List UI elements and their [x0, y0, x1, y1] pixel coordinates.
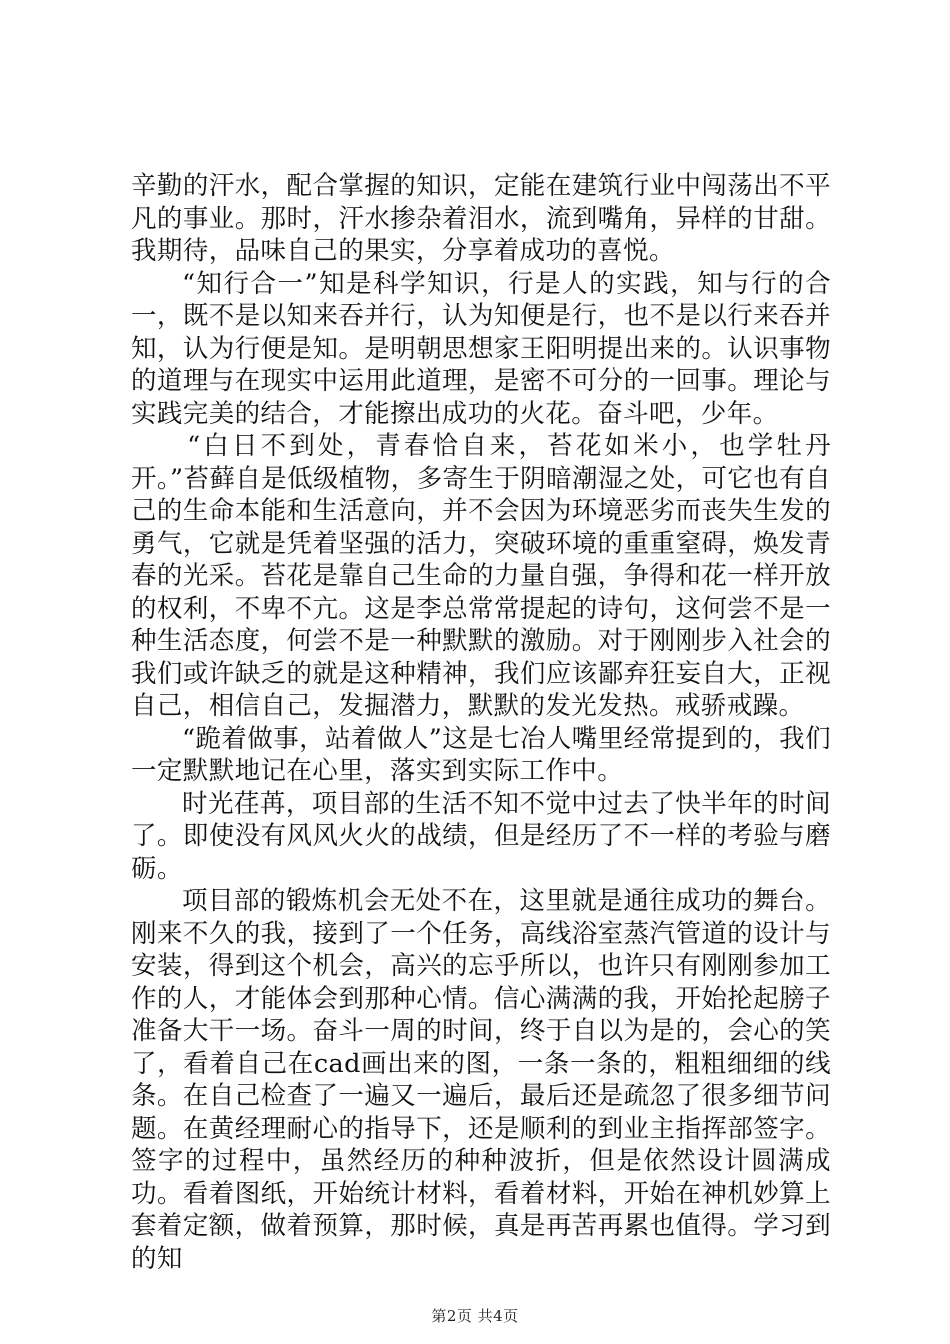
paragraph-2: “知行合一”知是科学知识，行是人的实践，知与行的合一，既不是以知来吞并行，认为知便是行，也不是以行来吞并知，认为行便是知。是明朝思想家王阳明提出来的。认识事物的道理与在现实中运用此道理，是密不可分的一回事。理论与实践完美的结合，才能擦出成功的火花。奋斗吧，少年。 — [131, 268, 831, 429]
document-body — [131, 170, 831, 1275]
page-footer: 第2页 共4页 — [431, 1307, 519, 1325]
paragraph-3: “白日不到处，青春恰自来，苔花如米小，也学牡丹开。”苔藓自是低级植物，多寄生于阴暗潮湿之处，可它也有自己的生命本能和生活意向，并不会因为环境恶劣而丧失生发的勇气，它就是凭着坚强的活力，突破环境的重重窒碍，焕发青春的光采。苔花是靠自己生命的力量自强，争得和花一样开放的权利，不卑不亢。这是李总常常提起的诗句，这何尝不是一种生活态度，何尝不是一种默默的激励。对于刚刚步入社会的我们或许缺乏的就是这种精神，我们应该鄙弃狂妄自大，正视自己，相信自己，发掘潜力，默默的发光发热。戒骄戒躁。 — [131, 431, 831, 721]
paragraph-1: 辛勤的汗水，配合掌握的知识，定能在建筑行业中闯荡出不平凡的事业。那时，汗水掺杂着泪水，流到嘴角，异样的甘甜。我期待，品味自己的果实，分享着成功的喜悦。 — [131, 171, 831, 266]
paragraph-5: 时光荏苒，项目部的生活不知不觉中过去了快半年的时间了。即使没有风风火火的战绩，但是经历了不一样的考验与磨砺。 — [131, 788, 831, 884]
paragraph-4: “跪着做事，站着做人”这是七冶人嘴里经常提到的，我们一定默默地记在心里，落实到实际工作中。 — [131, 723, 831, 786]
paragraph-6: 项目部的锻炼机会无处不在，这里就是通往成功的舞台。刚来不久的我，接到了一个任务，高线浴室蒸汽管道的设计与安装，得到这个机会，高兴的忘乎所以，也许只有刚刚参加工作的人，才能体会到那种心情。信心满满的我，开始抡起膀子准备大干一场。奋斗一周的时间，终于自以为是的，会心的笑了，看着自己在cad画出来的图，一条一条的，粗粗细细的线条。在自己检查了一遍又一遍后，最后还是疏忽了很多细节问题。在黄经理耐心的指导下，还是顺利的到业主指挥部签字。签字的过程中，虽然经历的种种波折，但是依然设计圆满成功。看着图纸，开始统计材料，看着材料，开始在神机妙算上套着定额，做着预算，那时候，真是再苦再累也值得。学习到的知 — [131, 886, 831, 1274]
